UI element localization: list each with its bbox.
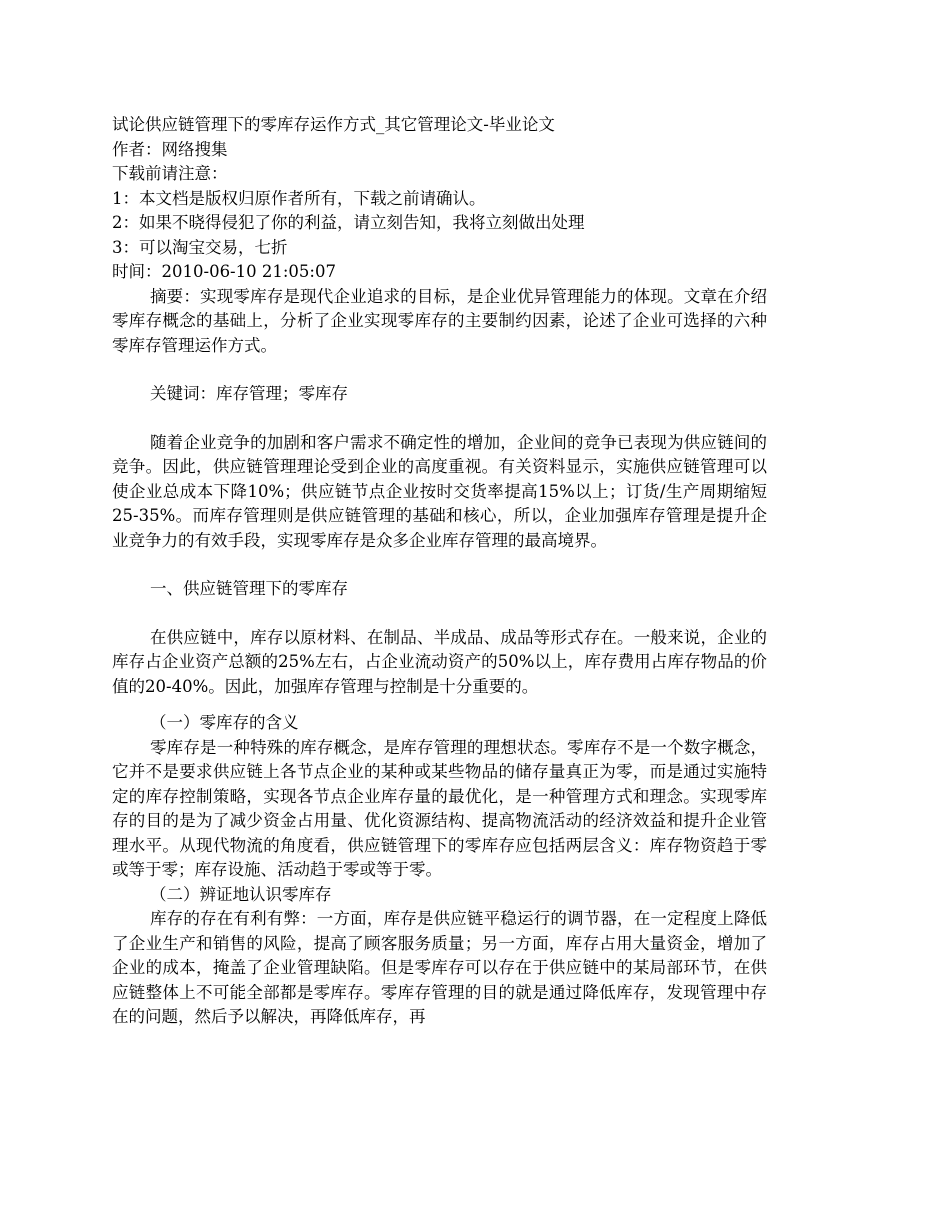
keywords-line: 关键词：库存管理；零库存 — [150, 384, 348, 403]
abstract-paragraph: 摘要：实现零库存是现代企业追求的目标，是企业优异管理能力的体现。文章在介绍零库存概念的基础上，分析了企业实现零库存的主要制约因素，论述了企业可选择的六种零库存管理运作方式。 — [112, 286, 767, 355]
intro-paragraph: 随着企业竞争的加剧和客户需求不确定性的增加，企业间的竞争已表现为供应链间的竞争。因此，供应链管理理论受到企业的高度重视。有关资料显示，实施供应链管理可以使企业总成本下降10%；供应链节点企业按时交货率提高15%以上；订货/生产周期缩短25-35%。而库存管理则是供应链管理的基础和核心，所以，企业加强库存管理是提升企业竞争力的有效手段，实现零库存是众多企业库存管理的最高境界。 — [112, 432, 767, 550]
document-title: 试论供应链管理下的零库存运作方式_其它管理论文-毕业论文 — [112, 115, 555, 134]
notice-item: 1：本文档是版权归原作者所有，下载之前请确认。 — [112, 188, 486, 208]
time-line: 时间：2010-06-10 21:05:07 — [112, 262, 336, 281]
section-heading: 一、供应链管理下的零库存 — [150, 579, 348, 598]
subsection-paragraph: 库存的存在有利有弊：一方面，库存是供应链平稳运行的调节器，在一定程度上降低了企业生产和销售的风险，提高了顾客服务质量；另一方面，库存占用大量资金，增加了企业的成本，掩盖了企业管理缺陷。但是零库存可以存在于供应链中的某局部环节，在供应链整体上不可能全部都是零库存。零库存管理的目的就是通过降低库存，发现管理中存在的问题，然后予以解决，再降低库存，再 — [112, 909, 767, 1026]
subsection-paragraph: 零库存是一种特殊的库存概念，是库存管理的理想状态。零库存不是一个数字概念，它并不是要求供应链上各节点企业的某种或某些物品的储存量真正为零，而是通过实施特定的库存控制策略，实现各节点企业库存量的最优化，是一种管理方式和理念。实现零库存的目的是为了减少资金占用量、优化资源结构、提高物流活动的经济效益和提升企业管理水平。从现代物流的角度看，供应链管理下的零库存应包括两层含义：库存物资趋于零或等于零；库存设施、活动趋于零或等于零。 — [112, 737, 767, 879]
subsection-heading: （一）零库存的含义 — [150, 713, 299, 732]
author-line: 作者：网络搜集 — [112, 139, 228, 159]
notice-item: 2：如果不晓得侵犯了你的利益，请立刻告知，我将立刻做出处理 — [112, 213, 585, 232]
notice-header: 下载前请注意： — [112, 164, 228, 183]
document-page — [112, 113, 767, 1030]
subsection-heading: （二）辨证地认识零库存 — [150, 884, 332, 904]
section-paragraph: 在供应链中，库存以原材料、在制品、半成品、成品等形式存在。一般来说，企业的库存占企业资产总额的25%左右，占企业流动资产的50%以上，库存费用占库存物品的价值的20-40%。因此，加强库存管理与控制是十分重要的。 — [112, 627, 767, 696]
notice-item: 3：可以淘宝交易，七折 — [112, 237, 288, 257]
